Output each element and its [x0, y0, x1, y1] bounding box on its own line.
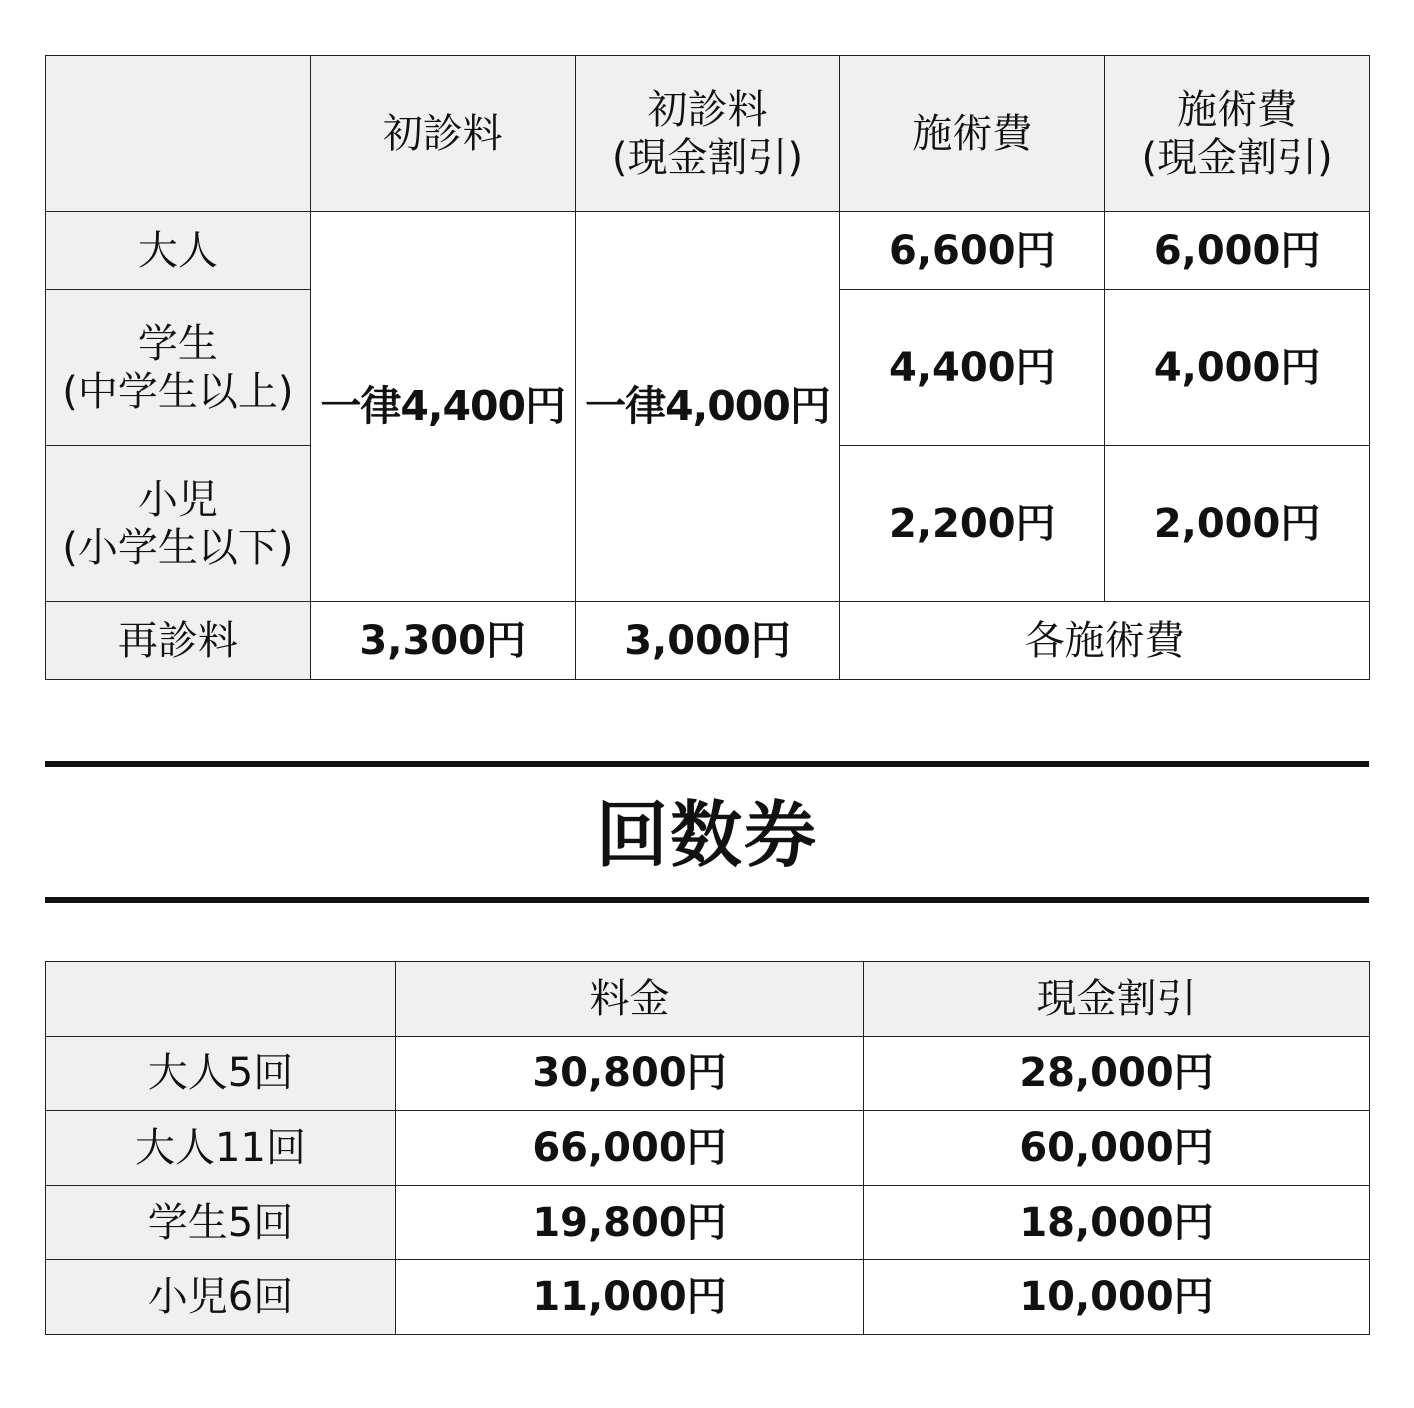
row-label-student-line2: (中学生以上)	[62, 368, 294, 415]
student-treatment-fee-cash	[1105, 290, 1370, 446]
row-label-student-line1: 学生	[137, 320, 218, 367]
ticket-header-cash-discount-label: 現金割引	[1036, 975, 1197, 1022]
row-label-revisit-text: 再診料	[117, 617, 238, 664]
ticket-cash-price: 18,000円	[864, 1185, 1370, 1260]
adult-treatment-fee-cash-text: 6,000円	[1153, 227, 1321, 274]
revisit-treatment-note-text: 各施術費	[1024, 617, 1185, 664]
child-treatment-fee-cash	[1105, 446, 1370, 602]
ticket-header-empty-cell	[46, 962, 396, 1037]
ticket-cash-price: 28,000円	[864, 1036, 1370, 1111]
ticket-header-price-label: 料金	[589, 975, 670, 1022]
header-treatment-fee	[840, 56, 1105, 212]
child-treatment-fee	[840, 446, 1105, 602]
header-first-visit-fee-cash-line1: 初診料	[647, 86, 768, 133]
row-label-revisit	[46, 602, 311, 680]
revisit-fee	[310, 602, 575, 680]
row-label-child-line2: (小学生以下)	[62, 524, 294, 571]
ticket-row-label: 大人5回	[46, 1036, 396, 1111]
header-first-visit-fee-cash-line2: (現金割引)	[611, 134, 804, 181]
ticket-price: 11,000円	[396, 1260, 864, 1335]
first-visit-flat-fee-text: 一律4,400円	[320, 381, 566, 430]
ticket-header-cash-discount	[864, 962, 1370, 1037]
adult-treatment-fee	[840, 212, 1105, 290]
student-treatment-fee-cash-text: 4,000円	[1153, 344, 1321, 391]
header-treatment-fee-label: 施術費	[912, 110, 1033, 157]
adult-treatment-fee-cash	[1105, 212, 1370, 290]
revisit-fee-cash	[575, 602, 840, 680]
header-first-visit-fee-cash	[575, 56, 840, 212]
table-row	[46, 1111, 1370, 1186]
row-label-child-line1: 小児	[137, 476, 218, 523]
ticket-row-label: 学生5回	[46, 1185, 396, 1260]
table-row	[46, 1260, 1370, 1335]
row-label-adult-text: 大人	[137, 227, 218, 274]
section-divider-bottom	[45, 897, 1369, 903]
header-first-visit-fee	[310, 56, 575, 212]
ticket-row-label: 大人11回	[46, 1111, 396, 1186]
fee-header-empty-cell	[46, 56, 311, 212]
revisit-treatment-note	[840, 602, 1370, 680]
revisit-fee-cash-text: 3,000円	[624, 617, 791, 664]
ticket-cash-price: 60,000円	[864, 1111, 1370, 1186]
ticket-price: 19,800円	[396, 1185, 864, 1260]
ticket-table	[45, 961, 1370, 1335]
ticket-cash-price: 10,000円	[864, 1260, 1370, 1335]
student-treatment-fee-text: 4,400円	[889, 344, 1056, 391]
first-visit-flat-fee	[310, 212, 575, 602]
table-row	[46, 1185, 1370, 1260]
header-treatment-fee-cash	[1105, 56, 1370, 212]
header-first-visit-fee-label: 初診料	[382, 110, 503, 157]
row-label-child	[46, 446, 311, 602]
ticket-row-label: 小児6回	[46, 1260, 396, 1335]
row-label-adult	[46, 212, 311, 290]
fee-row-revisit	[46, 602, 1370, 680]
table-row	[46, 1036, 1370, 1111]
header-treatment-fee-cash-line2: (現金割引)	[1141, 134, 1333, 181]
revisit-fee-text: 3,300円	[359, 617, 526, 664]
adult-treatment-fee-text: 6,600円	[889, 227, 1056, 274]
fee-table	[45, 55, 1370, 680]
ticket-header-price	[396, 962, 864, 1037]
child-treatment-fee-cash-text: 2,000円	[1153, 500, 1321, 547]
student-treatment-fee	[840, 290, 1105, 446]
row-label-student	[46, 290, 311, 446]
ticket-price: 66,000円	[396, 1111, 864, 1186]
ticket-header-row	[46, 962, 1370, 1037]
first-visit-cash-flat-fee-text: 一律4,000円	[585, 381, 830, 430]
first-visit-cash-flat-fee	[575, 212, 840, 602]
header-treatment-fee-cash-line1: 施術費	[1177, 86, 1298, 133]
section-divider-top	[45, 761, 1369, 767]
section-title: 回数券	[595, 793, 818, 877]
child-treatment-fee-text: 2,200円	[889, 500, 1056, 547]
fee-row-adult	[46, 212, 1370, 290]
ticket-price: 30,800円	[396, 1036, 864, 1111]
fee-header-row	[46, 56, 1370, 212]
